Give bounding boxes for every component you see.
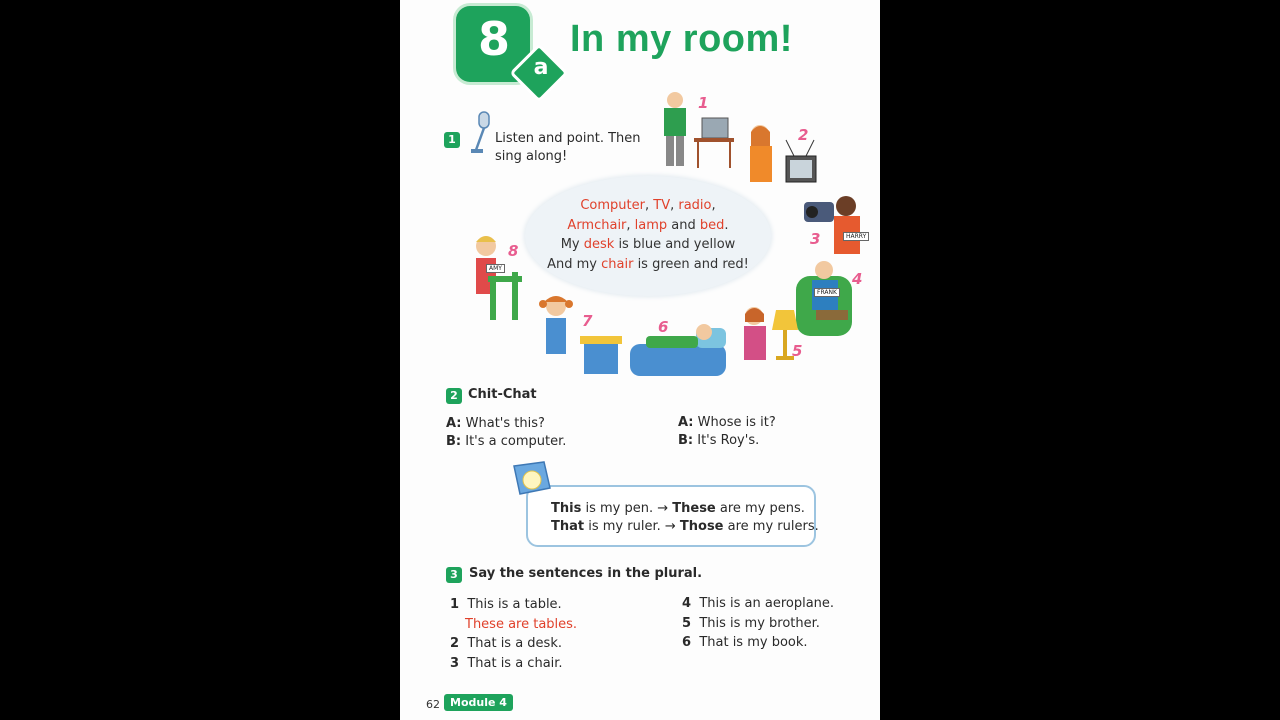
example-answer: These are tables. — [465, 616, 578, 632]
picture-number-3: 3 — [810, 230, 821, 248]
picture-number-8: 8 — [508, 242, 519, 260]
exercise-3-title: Say the sentences in the plural. — [469, 566, 703, 581]
picture-number-2: 2 — [798, 126, 809, 144]
picture-number-7: 7 — [582, 312, 593, 330]
list-item: 6 That is my book. — [682, 635, 808, 650]
exercise-1-number: 1 — [444, 132, 460, 148]
list-item: 3 That is a chair. — [450, 655, 563, 671]
name-tag-harry: HARRY — [843, 232, 869, 241]
exercise-2-title: Chit-Chat — [468, 387, 537, 402]
unit-number: 8 — [478, 12, 511, 66]
exercise-3-number: 3 — [446, 567, 462, 583]
exercise-1-instruction: Listen and point. Then sing along! — [495, 131, 641, 164]
song-lyrics — [525, 196, 771, 274]
boy-with-computer-illustration — [650, 88, 740, 174]
spotlight-icon — [508, 460, 556, 504]
dialogue-right: A: Whose is it? B: It's Roy's. — [678, 415, 776, 448]
song-line-3: My desk is blue and yellow — [560, 237, 736, 252]
song-line-2: Armchair, lamp and bed. — [567, 217, 729, 233]
exercise-3-right-column — [682, 594, 834, 653]
microphone-icon — [468, 110, 494, 156]
picture-number-5: 5 — [792, 342, 803, 360]
picture-number-4: 4 — [852, 270, 863, 288]
exercise-3-left-column — [450, 595, 577, 673]
name-tag-amy: AMY — [486, 264, 505, 273]
boy-with-radio-illustration — [800, 190, 872, 260]
name-tag-frank: FRANK — [814, 288, 840, 297]
list-item: 1 This is a table. — [450, 597, 562, 612]
girl-with-desk-illustration — [534, 292, 626, 378]
boy-in-armchair-illustration — [790, 256, 870, 340]
unit-letter: a — [533, 54, 549, 80]
grammar-rule-text: This is my pen. → These are my pens. That is my ruler. → Those are my rulers. — [551, 501, 819, 534]
dialogue-left: A: What's this? B: It's a computer. — [446, 416, 567, 449]
song-line-1: Computer, TV, radio, — [580, 198, 716, 213]
page-number: 62 — [426, 698, 440, 711]
picture-number-6: 6 — [658, 318, 669, 336]
picture-number-1: 1 — [698, 94, 709, 112]
list-item: 5 This is my brother. — [682, 615, 820, 631]
exercise-2-number: 2 — [446, 388, 462, 404]
page-title: In my room! — [570, 18, 793, 60]
list-item: 4 This is an aeroplane. — [682, 596, 835, 611]
module-tab: Module 4 — [444, 694, 513, 711]
song-line-4: And my chair is green and red! — [547, 256, 749, 272]
girl-on-bed-illustration — [626, 310, 730, 380]
list-item: 2 That is a desk. — [450, 636, 562, 651]
textbook-page — [400, 0, 880, 720]
